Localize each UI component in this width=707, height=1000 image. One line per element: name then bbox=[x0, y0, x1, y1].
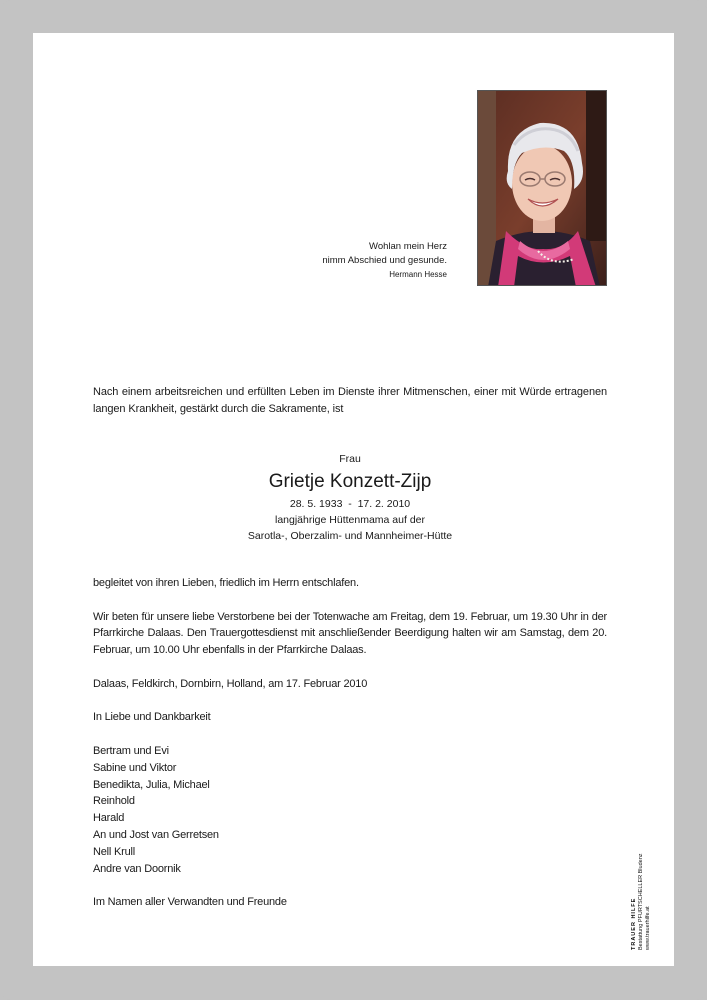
intro-paragraph: Nach einem arbeitsreichen und erfüllten Leben im Dienste ihrer Mitmenschen, einer mit Würde ertragenen langen Krankheit, gestärkt durch die Sakramente, ist bbox=[93, 386, 607, 415]
mourner-item: Bertram und Evi bbox=[93, 744, 169, 757]
obituary-body bbox=[93, 575, 607, 911]
logo-line-3: www.trauerhilfe.at bbox=[645, 906, 651, 950]
service-paragraph: Wir beten für unsere liebe Verstorbene bei der Totenwache am Freitag, dem 19. Februar, um 19.30 Uhr in der Pfarrkirche Dalaas. Den Trauergottesdienst mit anschließender Beerdigung halten wir am Samstag, dem 20. Februar, um 10.00 Uhr ebenfalls in der Pfarrkirche Dalaas. bbox=[93, 610, 607, 657]
mourner-item: Harald bbox=[93, 812, 125, 825]
logo-line-2: Bestattung PFURTSCHELLER Bludenz bbox=[638, 853, 644, 950]
quote-line-1: Wohlan mein Herz bbox=[369, 241, 447, 252]
portrait-image bbox=[478, 91, 607, 286]
quote bbox=[213, 240, 447, 282]
logo-line-1: TRAUER HILFE bbox=[631, 897, 637, 950]
deceased-block bbox=[93, 451, 607, 544]
deceased-dates: 28. 5. 1933 - 17. 2. 2010 bbox=[289, 498, 411, 510]
mourner-item: Benedikta, Julia, Michael bbox=[93, 778, 210, 791]
deceased-title: Frau bbox=[339, 453, 361, 465]
mourner-item: An und Jost van Gerretsen bbox=[93, 828, 219, 841]
deceased-role-line-1: langjährige Hüttenmama auf der bbox=[274, 514, 425, 526]
final-line: Im Namen aller Verwandten und Freunde bbox=[93, 896, 287, 909]
mourner-item: Andre van Doornik bbox=[93, 862, 181, 875]
quote-author: Hermann Hesse bbox=[389, 270, 447, 279]
deceased-name: Grietje Konzett-Zijp bbox=[268, 471, 432, 492]
mourner-item: Reinhold bbox=[93, 795, 135, 808]
quote-line-2: nimm Abschied und gesunde. bbox=[322, 255, 447, 266]
mourner-item: Nell Krull bbox=[93, 845, 136, 858]
deceased-role-line-2: Sarotla-, Oberzalim- und Mannheimer-Hütte bbox=[247, 530, 453, 542]
closing-phrase: In Liebe und Dankbarkeit bbox=[93, 711, 211, 724]
obituary-sheet bbox=[33, 33, 674, 966]
mourner-item: Sabine und Viktor bbox=[93, 761, 177, 774]
portrait-photo bbox=[477, 90, 607, 286]
funeral-home-logo bbox=[631, 846, 661, 950]
place-date: Dalaas, Feldkirch, Dornbirn, Holland, am 17. Februar 2010 bbox=[93, 677, 368, 690]
passed-statement: begleitet von ihren Lieben, friedlich im Herrn entschlafen. bbox=[93, 577, 359, 589]
